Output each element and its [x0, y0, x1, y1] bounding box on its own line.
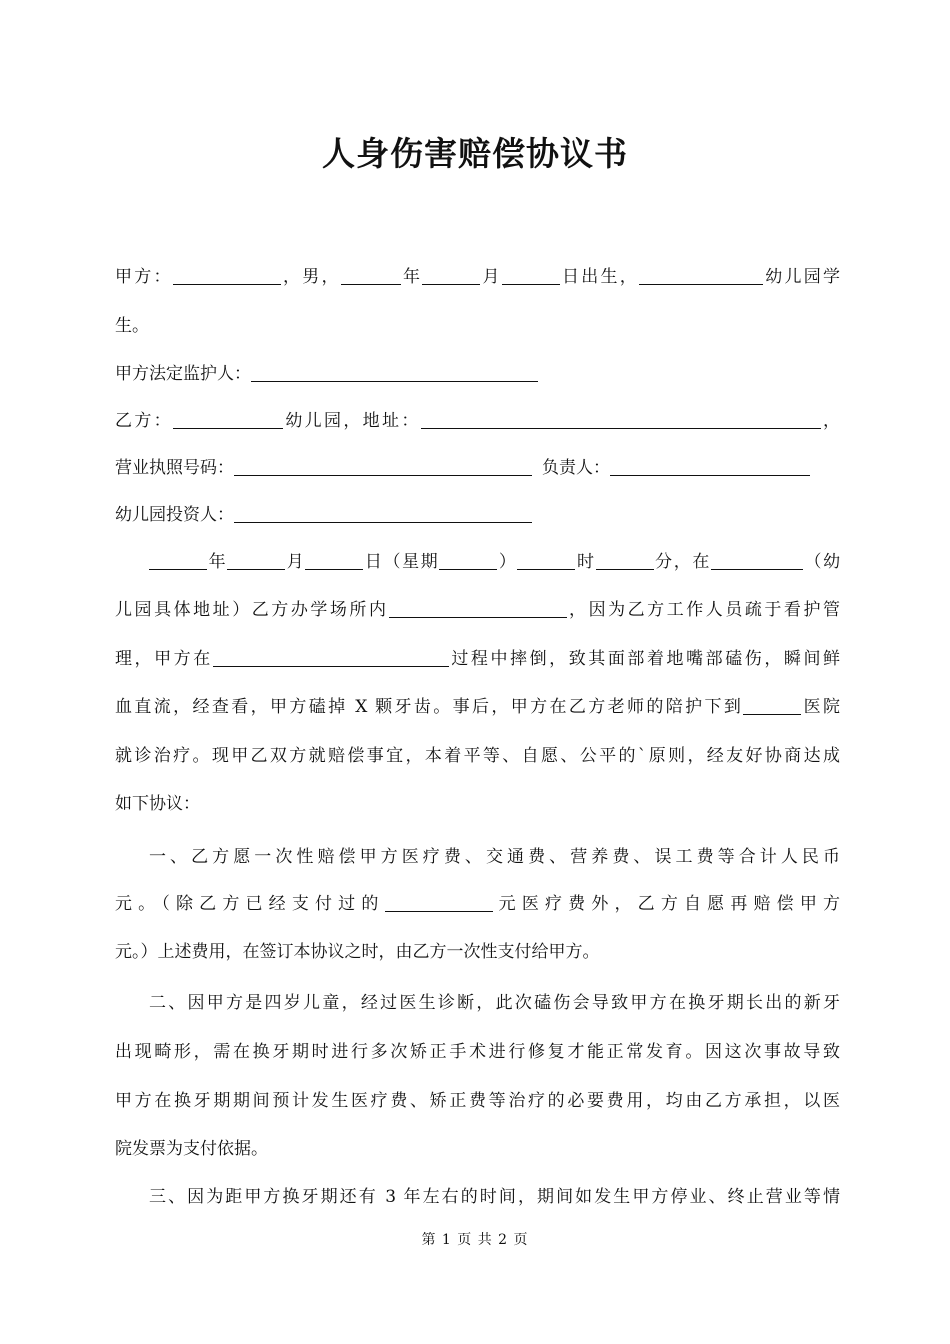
license-number-blank	[234, 457, 532, 476]
responsible-person-blank	[610, 457, 810, 476]
license-line: 营业执照号码： 负责人：	[115, 456, 840, 480]
page-footer: 第 1 页 共 2 页	[421, 1232, 529, 1248]
clause-2-line: 出现畸形，需在换牙期时进行多次矫正手术进行修复才能正常发育。因这次事故导致	[115, 1042, 840, 1062]
paragraph-line: 生。	[115, 316, 149, 336]
school-place-blank	[389, 599, 567, 618]
incident-month-blank	[227, 551, 285, 570]
minute-blank	[596, 551, 654, 570]
paragraph-line: 儿园具体地址）乙方办学场所内 ，因为乙方工作人员疏于看护管	[115, 600, 840, 620]
weekday-blank	[439, 551, 497, 570]
paragraph-line: 如下协议：	[115, 794, 200, 814]
hour-blank	[517, 551, 575, 570]
document-title: 人身伤害赔偿协议书	[322, 134, 628, 173]
clause-1-line: 元。（除乙方已经支付过的 元医疗费外，乙方自愿再赔偿甲方	[115, 894, 840, 914]
paragraph-line: 血直流，经查看，甲方磕掉 X 颗牙齿。事后，甲方在乙方老师的陪护下到 医院	[115, 697, 840, 717]
clause-2-line: 院发票为支付依据。	[115, 1139, 268, 1159]
birth-month-blank	[422, 266, 480, 285]
clause-1-line: 一、乙方愿一次性赔偿甲方医疗费、交通费、营养费、误工费等合计人民币	[149, 847, 840, 867]
paragraph-line: 就诊治疗。现甲乙双方就赔偿事宜，本着平等、自愿、公平的`原则，经友好协商达成	[115, 746, 840, 766]
paragraph-line: 理，甲方在 过程中摔倒，致其面部着地嘴部磕伤，瞬间鲜	[115, 649, 841, 669]
clause-3-line: 三、因为距甲方换牙期还有 3 年左右的时间，期间如发生甲方停业、终止营业等情	[149, 1187, 840, 1207]
incident-day-blank	[305, 551, 363, 570]
hospital-blank	[743, 696, 801, 715]
party-a-line: 甲方： ，男， 年 月 日出生， 幼儿园学	[115, 267, 840, 287]
paid-amount-blank	[385, 893, 493, 912]
location-blank	[711, 551, 803, 570]
incident-year-blank	[149, 551, 207, 570]
birth-year-blank	[341, 266, 401, 285]
clause-1-line: 元。）上述费用，在签订本协议之时，由乙方一次性支付给甲方。	[115, 942, 600, 962]
birth-day-blank	[502, 266, 560, 285]
investor-line: 幼儿园投资人：	[115, 503, 840, 527]
guardian-blank	[251, 363, 538, 382]
incident-time-line: 年 月 日（星期 ） 时 分，在 （幼	[115, 550, 840, 574]
activity-blank	[213, 648, 449, 667]
guardian-line: 甲方法定监护人：	[115, 362, 840, 386]
address-blank	[421, 410, 821, 429]
party-b-line: 乙方： 幼儿园，地址： ，	[115, 411, 841, 431]
clause-2-line: 二、因甲方是四岁儿童，经过医生诊断，此次磕伤会导致甲方在换牙期长出的新牙	[149, 993, 840, 1013]
clause-2-line: 甲方在换牙期期间预计发生医疗费、矫正费等治疗的必要费用，均由乙方承担，以医	[115, 1091, 840, 1111]
kindergarten-name-blank	[639, 266, 763, 285]
party-a-name-blank	[173, 266, 281, 285]
party-b-name-blank	[173, 410, 283, 429]
investor-blank	[234, 504, 532, 523]
